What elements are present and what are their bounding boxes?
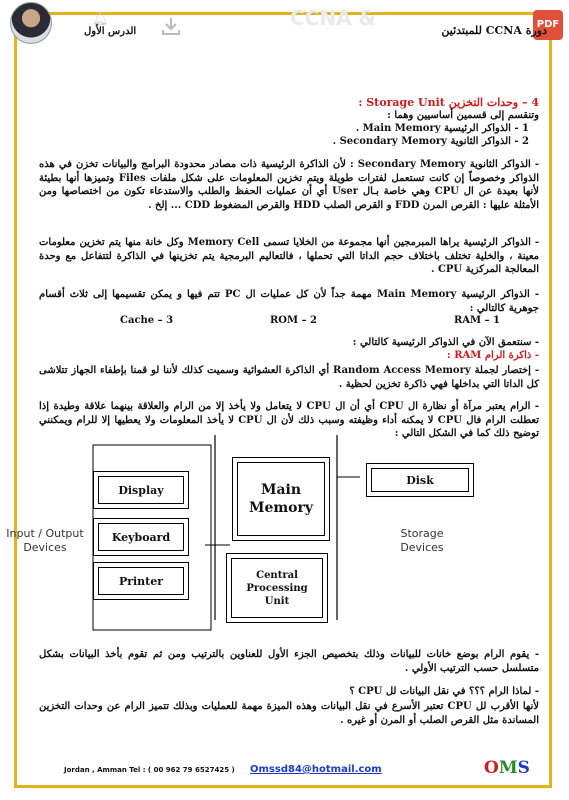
printer-box xyxy=(93,562,189,600)
paragraph-secondary-memory: - الذواكر الثانوية Secondary Memory : لأن الذاكرة الرئيسية ذات مصادر محدودة البرامج والبيانات تخزن في هذه الذواكر وخصوصاً إن كانت تستعمل لفترات طويلة ويتم تخزين المعلومات على شكل ملفات Files وتميزها أنها بطيئة لأنها بعيدة عن ال CPU وهي خاصة بـال User أي أن عمليات الحفظ والطلب والاستدعاء تكون من اختصاصها ومن الأمثلة عليها : القرص المرن FDD و القرص الصلب HDD والقرص المضغوط CDD ... إلخ . xyxy=(39,159,540,211)
main-memory-label: Main Memory xyxy=(237,462,325,536)
download-icon[interactable] xyxy=(160,16,182,36)
display-box xyxy=(93,471,189,509)
paragraph-ram-addresses: - يقوم الرام بوضع خانات للبيانات وذلك بتخصيص الجزء الأول للعناوين بالترتيب ومن ثم تقوم بأخذ البيانات بشكل متسلسل حسب الترتيب الأولي . xyxy=(39,649,539,674)
memory-type: Cache – 3 xyxy=(120,315,174,326)
disk-box xyxy=(366,463,474,497)
cpu-label: Central Processing Unit xyxy=(231,558,323,618)
next-line: - سنتعمق الآن في الذواكر الرئيسية كالتالي : xyxy=(352,337,539,348)
storage-devices-label: Storage Devices xyxy=(400,527,444,554)
section-title: 4 – وحدات التخزين Storage Unit : xyxy=(358,96,539,109)
main-memory-box xyxy=(232,457,330,541)
question-line: - لماذا الرام ؟؟؟ في نقل البيانات لل CPU ؟ xyxy=(349,686,539,697)
memory-type: RAM – 1 xyxy=(453,315,500,326)
brand-logo: OMS xyxy=(484,758,530,778)
memory-type: ROM – 2 xyxy=(270,315,318,326)
keyboard-label: Keyboard xyxy=(98,523,184,551)
watermark-text: CCNA & xyxy=(290,6,376,30)
paragraph-main-memory-cells: - الذواكر الرئيسية يراها المبرمجين أنها مجموعة من الخلايا تسمى Memory Cell وكل خانة منها يتم تخزين معلومات معينة ، والخلية تختلف باختلاف حجم الداتا التي تحملها ، فالتعاليم البرمجية يتم تخزينها في الذاكرة لتتفاعل مع وحدة المعالجة المركزية CPU . xyxy=(39,237,539,275)
footer-email-link[interactable]: Omssd84@hotmail.com xyxy=(250,764,382,775)
bell-icon[interactable]: 🔔︎ xyxy=(92,12,109,27)
author-avatar xyxy=(10,2,52,44)
pdf-icon[interactable]: PDF xyxy=(533,10,563,40)
disk-label: Disk xyxy=(371,468,469,492)
ram-title: - ذاكرة الرام RAM : xyxy=(447,350,539,361)
paragraph-main-memory-types: - الذواكر الرئيسية Main Memory مهمة جداً لأن كل عمليات ال PC تتم فيها و يمكن تقسيمها إلى ثلاث أقسام جوهرية كالتالي : xyxy=(39,289,540,314)
lesson-label: الدرس الأول xyxy=(84,26,137,37)
paragraph-ram-definition: - إختصار لجملة Random Access Memory أي الذاكرة العشوائية وسميت كذلك لأننا لو قمنا بإطفاء الجهاز تتلاشى كل الداتا التي بداخلها فهي ذاكرة تخزين لحظية . xyxy=(39,365,539,390)
display-label: Display xyxy=(98,476,184,504)
paragraph-ram-cpu: - الرام يعتبر مرآة أو نظارة ال CPU أي أن ال CPU لا يتعامل ولا يأخذ إلا من الرام والعلاقة بينهما علاقة وطيدة إذا تعطلت الرام فال CPU لا يمكنه أداء وظيفته وسبب ذلك لأن ال CPU لا يأخذ المعلومات ولا يعطيها إلا للرام ويمكنني توضيح ذلك كما في الشكل التالي : xyxy=(39,401,540,439)
printer-label: Printer xyxy=(98,567,184,595)
keyboard-box xyxy=(93,518,189,556)
paragraph-ram-answer: لأنها الأقرب لل CPU تعتبر الأسرع في نقل البيانات وهذه الميزة مهمة للعمليات وبذلك تتميز الرام عن وحدات التخزين المساندة مثل القرص الصلب أو المرن أو غيره . xyxy=(39,701,540,726)
course-title: دورة CCNA للمبتدئين xyxy=(441,24,547,37)
cpu-box xyxy=(226,553,328,623)
io-devices-label: Input / Output Devices xyxy=(6,527,84,554)
section-intro: وتنقسم إلى قسمين أساسيين وهما : xyxy=(387,110,539,121)
list-item: 1 - الذواكر الرئيسية Main Memory . xyxy=(355,123,529,134)
footer-address: Jordan , Amman Tel : ( 00 962 79 6527425 ) xyxy=(64,766,235,774)
memory-diagram xyxy=(0,425,569,645)
list-item: 2 - الذواكر الثانوية Secondary Memory . xyxy=(332,136,529,147)
